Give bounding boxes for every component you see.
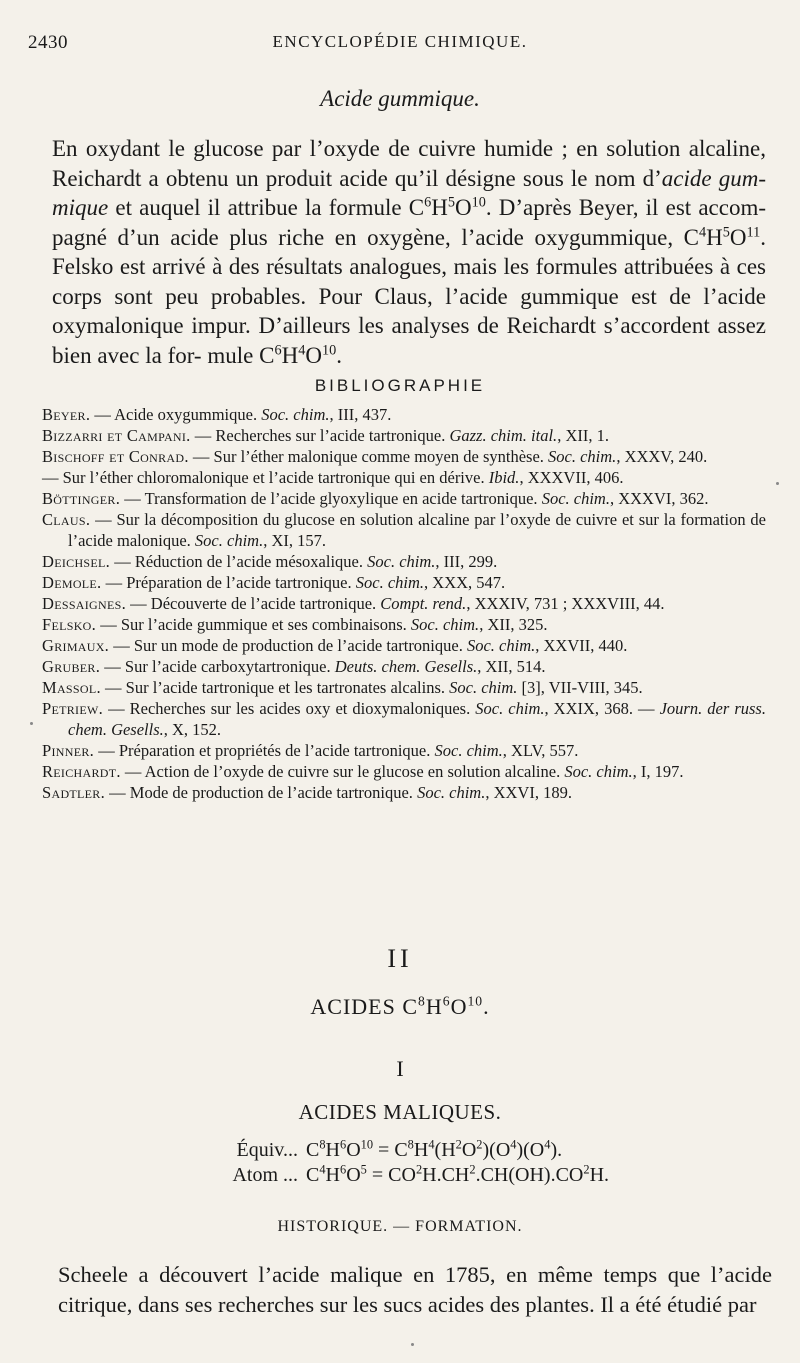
entry-journal: Soc. chim. <box>564 762 633 781</box>
bibliography-list <box>42 404 766 803</box>
entry-author: Deichsel. <box>42 552 111 571</box>
subheading-historique: HISTORIQUE. — FORMATION. <box>277 1218 523 1235</box>
chapter-number: II <box>387 944 413 973</box>
entry-reference: , XXXVI, 362. <box>609 489 709 508</box>
intro-line: et auquel il attribue la formule <box>108 195 409 220</box>
formula-c6h5o10: $C^6H^5O^{10}$ <box>408 194 486 220</box>
page-number: 2430 <box>28 32 68 53</box>
intro-line: sont peu probables. Pour Claus, l’acide gummique est de l’acide oxymalonique <box>52 283 767 338</box>
entry-reference: , XXXV, 240. <box>616 447 708 466</box>
bibliography-entry <box>42 635 766 656</box>
bibliography-entry <box>42 467 766 488</box>
intro-line: . Felsko <box>52 224 766 279</box>
entry-author: Beyer. <box>42 405 91 424</box>
entry-text: — Sur l’acide carboxytartronique. <box>100 657 335 676</box>
bibliography-entry <box>42 677 766 698</box>
entry-text: — Sur l’éther malonique comme moyen de synthèse. <box>188 447 549 466</box>
entry-author: Claus. <box>42 510 91 529</box>
entry-reference: , XLV, 557. <box>502 741 579 760</box>
intro-line: En oxydant le glucose par l’oxyde de cuivre humide ; en solution alcaline, <box>52 136 766 161</box>
entry-author: Gruber. <box>42 657 101 676</box>
entry-text: — Préparation de l’acide tartronique. <box>101 573 356 592</box>
bibliography-heading: BIBLIOGRAPHIE <box>314 376 486 395</box>
entry-text: — Sur l’acide gummique et ses combinaisons. <box>96 615 411 634</box>
bibliography-entry <box>42 761 766 782</box>
equivalent-formula: Équiv... $C^8H^6O^{10} = C^8H^4(H^2O^2)(O^4)(O^4)$. <box>236 1137 563 1161</box>
entry-journal: Deuts. chem. Gesells. <box>334 657 478 676</box>
intro-line: impur. D’ailleurs les analyses de Reichardt s’accordent assez bien avec la for- <box>52 313 766 368</box>
bibliography-entry <box>42 446 766 467</box>
entry-journal: Soc. chim. <box>449 678 518 697</box>
entry-reference: , III, 437. <box>329 405 392 424</box>
bibliography-entry <box>42 782 766 803</box>
entry-journal: Soc. chim. <box>541 489 610 508</box>
entry-author: Petriew. <box>42 699 104 718</box>
formula-c4h5o11: $C^4H^5O^{11}$ <box>683 223 761 250</box>
bibliography-entry <box>42 404 766 425</box>
entry-author: Dessaignes. <box>42 594 127 613</box>
entry-reference: , XXXIV, 731 ; XXXVIII, 44. <box>466 594 665 613</box>
entry-author: Reichardt. <box>42 762 121 781</box>
entry-text: — Préparation et propriétés de l’acide tartronique. <box>94 741 435 760</box>
entry-journal: Soc. chim. <box>355 573 425 592</box>
entry-author: Grimaux. <box>42 636 110 655</box>
entry-author: Bizzarri et Campani. <box>42 426 191 445</box>
entry-author: Sadtler. <box>42 783 106 802</box>
entry-journal: Soc. chim. <box>434 741 503 760</box>
bibliography-entry <box>42 572 766 593</box>
intro-italic: mique <box>52 195 109 220</box>
running-title: ENCYCLOPÉDIE CHIMIQUE. <box>272 32 528 51</box>
entry-text: — Découverte de l’acide tartronique. <box>126 594 381 613</box>
bibliography-entry <box>42 740 766 761</box>
entry-author: Böttinger. <box>42 489 121 508</box>
entry-journal: Soc. chim. <box>410 615 480 634</box>
bibliography-entry <box>42 509 766 551</box>
entry-text: — Recherches sur les acides oxy et dioxymaloniques. <box>103 699 476 718</box>
intro-italic: acide gum- <box>661 165 766 191</box>
page-header <box>28 32 772 58</box>
bibliography-entry <box>42 488 766 509</box>
subsection-title: ACIDES MALIQUES. <box>298 1100 502 1124</box>
entry-text: — Mode de production de l’acide tartronique. <box>105 783 418 802</box>
entry-journal: Soc. chim. <box>548 447 617 466</box>
intro-line: est arrivé à des résultats analogues, mais les formules attribuées à ces corps <box>52 254 766 309</box>
entry-journal: Journ. der russ. chem. Gesells. <box>68 699 766 739</box>
intro-line: mule <box>207 342 260 368</box>
entry-journal: Soc. chim. <box>194 531 264 550</box>
entry-text: — Transformation de l’acide glyoxylique en acide tartronique. <box>120 489 542 508</box>
entry-author: Felsko. <box>42 615 97 634</box>
entry-text: — Sur un mode de production de l’acide tartronique. <box>109 636 467 655</box>
entry-journal: Soc. chim. <box>367 552 436 571</box>
entry-journal: Soc. chim. <box>466 636 536 655</box>
subsection-number: I <box>396 1056 404 1081</box>
entry-text: — Réduction de l’acide mésoxalique. <box>110 552 368 571</box>
entry-journal: Soc. chim. <box>261 405 330 424</box>
print-speck <box>411 1343 414 1346</box>
bibliography-entry <box>42 551 766 572</box>
atomic-formula: Atom ... $C^4H^6O^5 = CO^2H.CH^2.CH(OH).CO^2H$. <box>232 1162 610 1186</box>
entry-journal: Compt. rend. <box>380 594 467 613</box>
entry-author: Demole. <box>42 573 102 592</box>
bibliography-entry <box>42 656 766 677</box>
bibliography-entry <box>42 614 766 635</box>
entry-journal: Gazz. chim. ital. <box>449 426 558 445</box>
entry-author: Pinner. <box>42 741 95 760</box>
entry-reference: , X, 152. <box>163 720 222 739</box>
entry-author: Bischoff et Conrad. <box>42 447 189 466</box>
chapter-title: ACIDES $C^8H^6O^{10}$. <box>310 993 490 1019</box>
entry-journal: Soc. chim. <box>417 783 486 802</box>
closing-paragraph: Scheele a découvert l’acide malique en 1785, en même temps que l’acide citrique, dans ses recherches sur les sucs acides des plantes. Il a été étudié par <box>58 1262 772 1317</box>
entry-journal: Ibid. <box>488 468 520 487</box>
print-speck <box>776 482 779 485</box>
entry-reference: , XXVI, 189. <box>485 783 572 802</box>
bibliography-entry <box>42 593 766 614</box>
entry-text: — Recherches sur l’acide tartronique. <box>190 426 450 445</box>
entry-journal: Soc. chim. <box>475 699 545 718</box>
entry-text: — Sur l’éther chloromalonique et l’acide tartronique qui en dérive. <box>42 468 489 487</box>
entry-reference: , XII, 514. <box>477 657 546 676</box>
entry-reference: , I, 197. <box>632 762 684 781</box>
intro-line: . D’après Beyer, il est accom- <box>485 195 767 220</box>
entry-reference: , XII, 1. <box>557 426 609 445</box>
entry-author: Massol. <box>42 678 101 697</box>
bibliography-entry <box>42 698 766 740</box>
entry-text: — Action de l’oxyde de cuivre sur le glucose en solution alcaline. <box>120 762 565 781</box>
intro-line: Reichardt a obtenu un produit acide qu’il désigne sous le nom d’ <box>52 165 662 191</box>
entry-reference: , XII, 325. <box>479 615 548 634</box>
formula-c6h4o10: $C^6H^4O^{10}$ <box>259 341 337 368</box>
section-title: Acide gummique. <box>320 86 480 111</box>
entry-text: — Sur la décomposition du glucose en solution alcaline par l’oxyde de cuivre et sur la formation de l’acide malonique. <box>68 510 766 550</box>
bibliography-entry <box>42 425 766 446</box>
entry-reference: , XXX, 547. <box>424 573 506 592</box>
print-speck <box>30 722 33 725</box>
entry-reference: [3], VII-VIII, 345. <box>517 678 643 697</box>
formula-block <box>200 1138 609 1188</box>
entry-text: — Sur l’acide tartronique et les tartronates alcalins. <box>100 678 450 697</box>
intro-line: pagné d’un acide plus riche en oxygène, l’acide oxygummique, <box>52 224 684 250</box>
entry-reference: , XXVII, 440. <box>535 636 628 655</box>
entry-reference: , XXIX, 368. — <box>544 699 660 718</box>
intro-paragraph: En oxydant le glucose par l’oxyde de cuivre humide ; en solution alcaline, Reichardt a obtenu un produit acide qu’il désigne sous le nom d’acide gum- mique et auquel il attribue la formule $C^6H^5O^{10}$. D’après Beyer, il est accom- pagné d’un acide plus riche en oxygène, l’acide oxygummique, $C^4H^5O^{11}$. Felsko est arrivé à des résultats analogues, mais les formules attribuées à ces corps sont peu probables. Pour Claus, l’acide gummique est de l’acide oxymalonique impur. D’ailleurs les analyses de Reichardt s’accordent assez bien avec la for- mule $C^6H^4O^{10}$. <box>52 136 767 368</box>
entry-reference: , III, 299. <box>435 552 498 571</box>
entry-text: — Acide oxygummique. <box>90 405 262 424</box>
entry-reference: , XI, 157. <box>263 531 326 550</box>
entry-reference: , XXXVII, 406. <box>519 468 624 487</box>
